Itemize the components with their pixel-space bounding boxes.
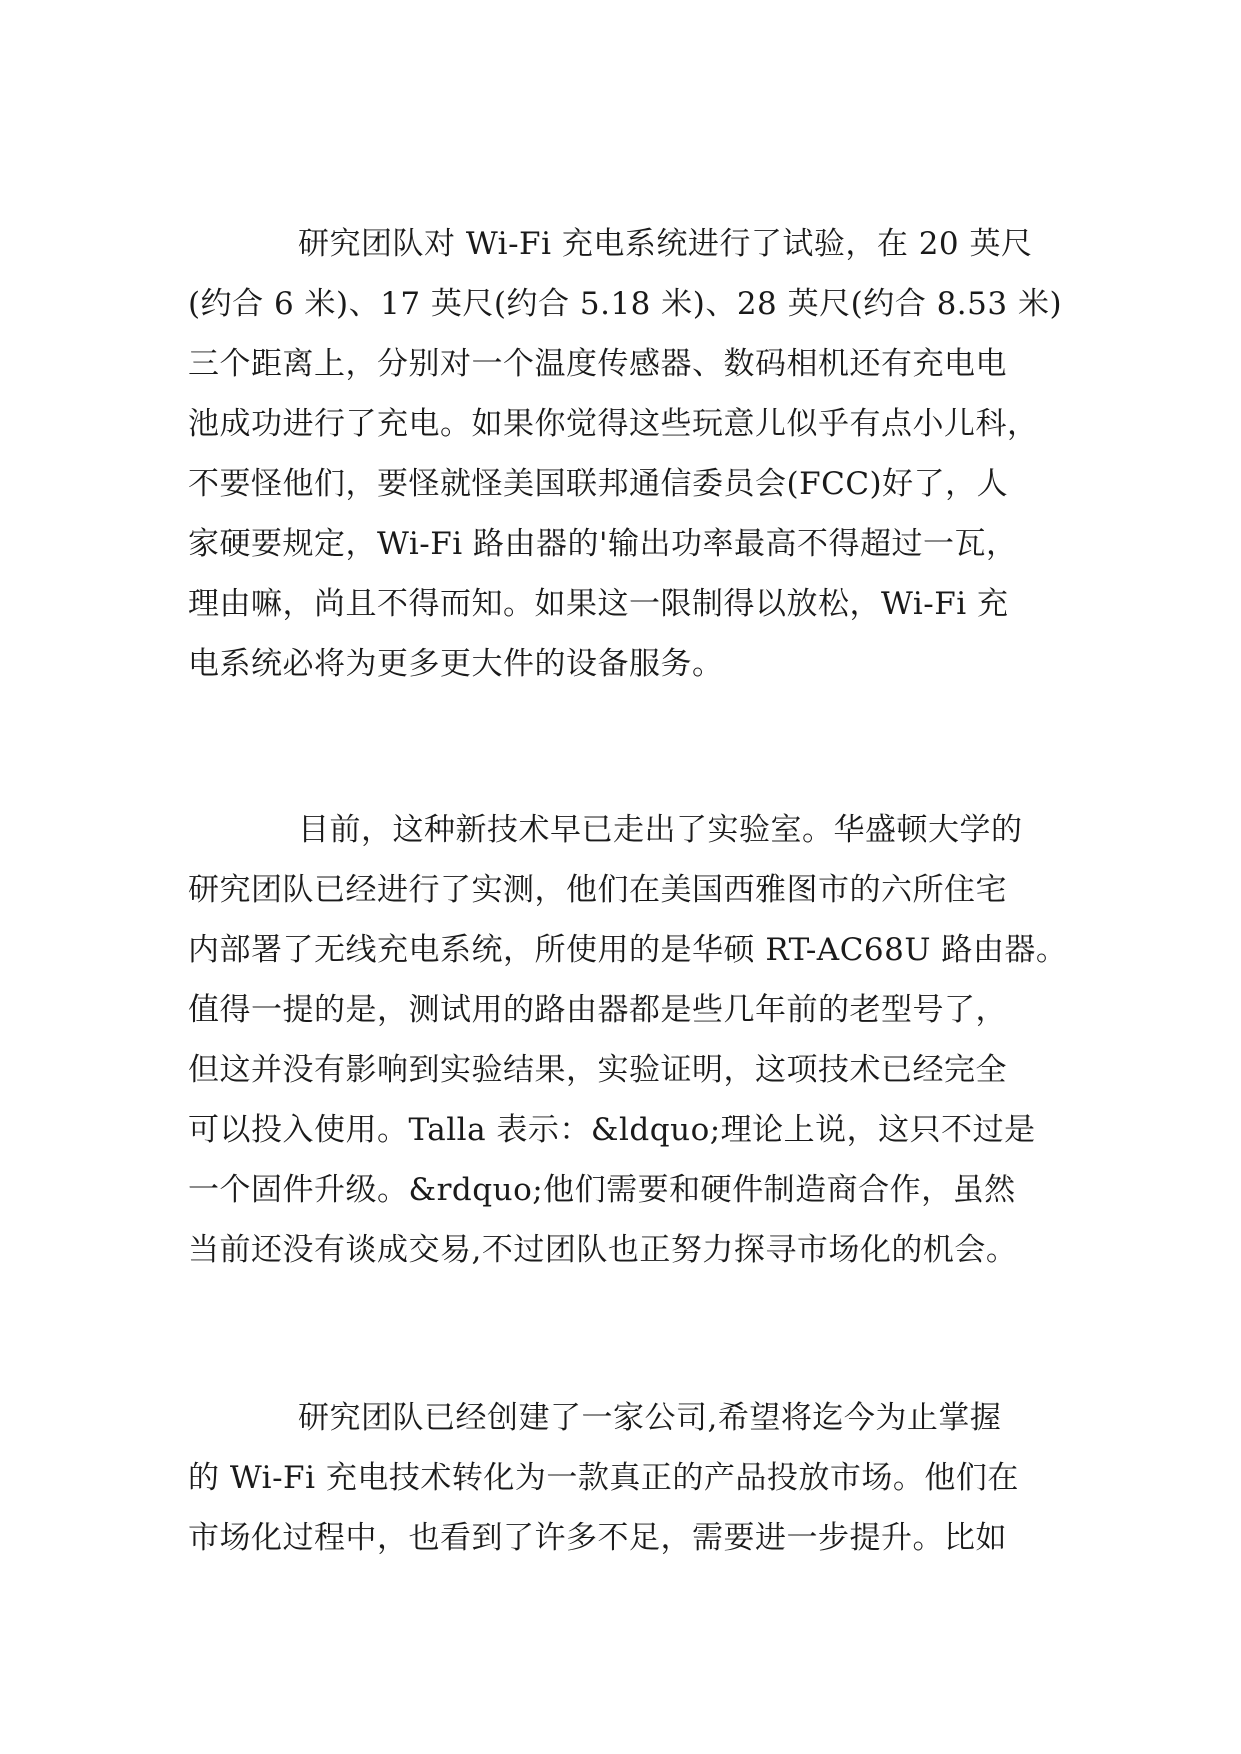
paragraph-line: 理由嘛，尚且不得而知。如果这一限制得以放松，Wi-Fi 充 <box>188 586 1009 622</box>
paragraph-line: 可以投入使用。Talla 表示：&ldquo;理论上说，这只不过是 <box>188 1112 1036 1148</box>
paragraph-line: 值得一提的是，测试用的路由器都是些几年前的老型号了， <box>188 992 1007 1028</box>
paragraph-line: 家硬要规定，Wi-Fi 路由器的'输出功率最高不得超过一瓦， <box>188 526 1018 562</box>
paragraph-company-founding <box>188 1388 1058 1568</box>
paragraph-line: 市场化过程中，也看到了许多不足，需要进一步提升。比如 <box>188 1520 1007 1556</box>
paragraph-field-test <box>188 800 1068 1280</box>
paragraph-line: 研究团队已经进行了实测，他们在美国西雅图市的六所住宅 <box>188 872 1007 908</box>
paragraph-line: 研究团队已经创建了一家公司,希望将迄今为止掌握 <box>298 1400 1002 1436</box>
paragraph-line: 但这并没有影响到实验结果，实验证明，这项技术已经完全 <box>188 1052 1007 1088</box>
paragraph-wifi-charging-test <box>188 214 1063 694</box>
paragraph-line: 目前，这种新技术早已走出了实验室。华盛顿大学的 <box>298 812 1023 848</box>
paragraph-line: (约合 6 米)、17 英尺(约合 5.18 米)、28 英尺(约合 8.53 米) <box>188 286 1063 322</box>
paragraph-line: 内部署了无线充电系统，所使用的是华硕 RT-AC68U 路由器。 <box>188 932 1068 968</box>
paragraph-line: 不要怪他们，要怪就怪美国联邦通信委员会(FCC)好了，人 <box>188 466 1009 502</box>
paragraph-line: 一个固件升级。&rdquo;他们需要和硬件制造商合作，虽然 <box>188 1172 1016 1208</box>
paragraph-line: 三个距离上，分别对一个温度传感器、数码相机还有充电电 <box>188 346 1007 382</box>
paragraph-line: 的 Wi-Fi 充电技术转化为一款真正的产品投放市场。他们在 <box>188 1460 1019 1496</box>
paragraph-line: 池成功进行了充电。如果你觉得这些玩意儿似乎有点小儿科， <box>188 406 1039 442</box>
paragraph-line: 研究团队对 Wi-Fi 充电系统进行了试验，在 20 英尺 <box>298 226 1033 262</box>
paragraph-line: 电系统必将为更多更大件的设备服务。 <box>188 646 724 682</box>
paragraph-line: 当前还没有谈成交易,不过团队也正努力探寻市场化的机会。 <box>188 1232 1018 1268</box>
